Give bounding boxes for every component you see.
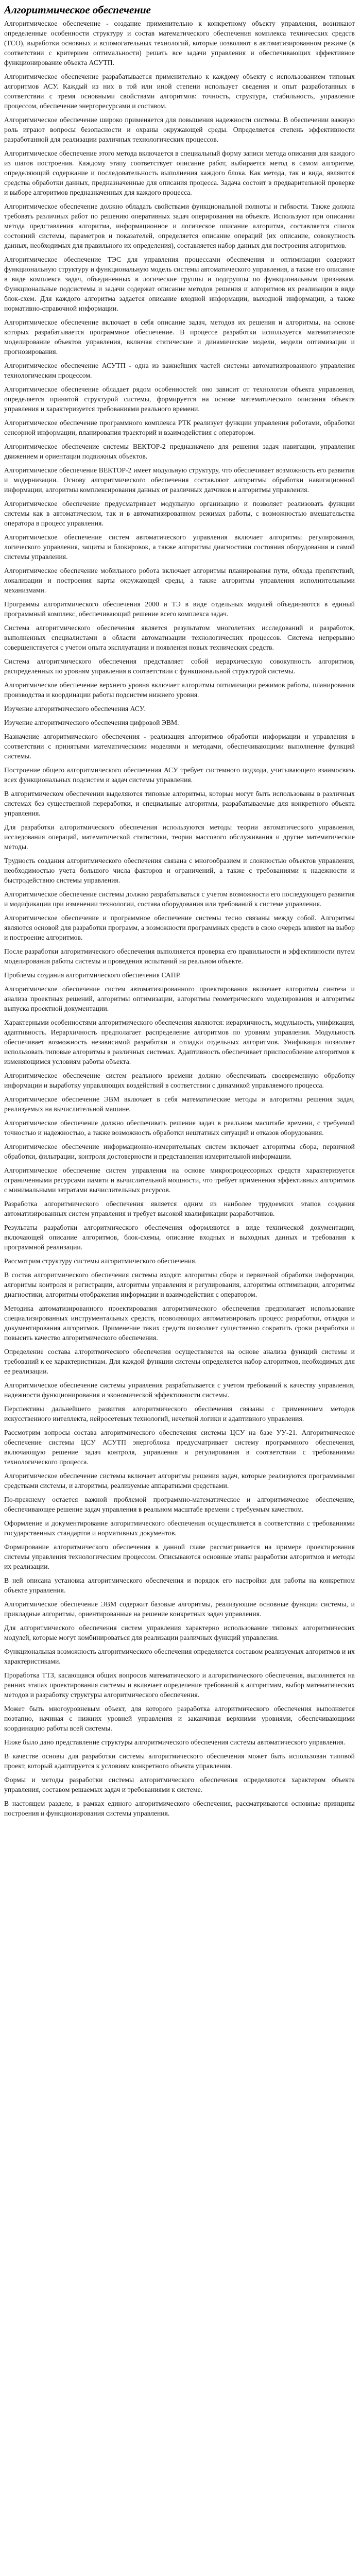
paragraph: Алгоритмическое обеспечение систем автоматизированного проектирования включает алгоритмы синтеза и анализа проектных решений, алгоритмы оптимизации, алгоритмы геометрического моделирования и алгоритмы выпуска проектной документации.: [4, 985, 355, 1012]
paragraph: Алгоритмическое обеспечение верхнего уровня включает алгоритмы оптимизации режимов работы, планирования производства и координации работы подсистем нижнего уровня.: [4, 681, 355, 699]
document-body: [4, 19, 355, 1818]
paragraph: В настоящем разделе, в рамках единого алгоритмического обеспечения, рассматриваются основные принципы построения и функционирования системы управления.: [4, 1800, 355, 1817]
paragraph: Алгоритмическое обеспечение систем реального времени должно обеспечивать своевременную обработку информации и выработку управляющих воздействий в соответствии с динамикой управляемого процесса.: [4, 1072, 355, 1089]
paragraph: Рассмотрим структуру системы алгоритмического обеспечения.: [4, 1257, 197, 1265]
paragraph: Алгоритмическое обеспечение ТЭС для управления процессами обеспечения и оптимизации содержит функциональную структуру и функциональную модель системы автоматического управления, а также его описание в виде комплекса задач, объединенных в логические группы и подгруппы по функциональным признакам. Функциональные подсистемы и задачи содержат описание методов решения и алгоритмов их реализации в виде блок-схем. Для каждого алгоритма задается описание входной информации, выходной информации, а также нормативно-справочной информации.: [4, 256, 355, 312]
paragraph: Алгоритмическое обеспечение ВЕКТОР-2 имеет модульную структуру, что обеспечивает возможность его развития и модернизации. Основу алгоритмического обеспечения составляют алгоритмы обработки навигационной информации, алгоритмы комплексирования данных от различных датчиков и алгоритмы управления.: [4, 466, 355, 494]
paragraph: По-прежнему остается важной проблемой программно-математическое и алгоритмическое обеспечение, обеспечивающее решение задач управления в реальном масштабе времени с требуемым качеством.: [4, 1496, 355, 1513]
paragraph: В качестве основы для разработки системы алгоритмического обеспечения может быть использован типовой проект, который адаптируется к условиям конкретного объекта управления.: [4, 1752, 355, 1770]
paragraph: Алгоритмическое обеспечение включает в себя описание задач, методов их решения и алгоритмы, на основе которых разрабатывается программное обеспечение. В процессе разработки используется математическое моделирование объектов управления, включая статические и динамические модели, модели оптимизации и прогнозирования.: [4, 318, 355, 355]
paragraph: В состав алгоритмического обеспечения системы входят: алгоритмы сбора и первичной обработки информации, алгоритмы контроля и регистрации, алгоритмы управления и регулирования, алгоритмы оптимизации, алгоритмы диагностики, алгоритмы отображения информации и взаимодействия с оператором.: [4, 1271, 355, 1298]
paragraph: Для алгоритмического обеспечения систем управления характерно использование типовых алгоритмических модулей, которые могут комбинироваться для реализации различных функций управления.: [4, 1624, 355, 1641]
paragraph: В алгоритмическом обеспечении выделяются типовые алгоритмы, которые могут быть использованы в различных системах без существенной переработки, и специальные алгоритмы, разрабатываемые для конкретного объекта управления.: [4, 790, 355, 817]
paragraph: Программы алгоритмического обеспечения 2000 и ТЭ в виде отдельных модулей объединяются в единый программный комплекс, обеспечивающий решение всего комплекса задач.: [4, 600, 355, 618]
paragraph: После разработки алгоритмического обеспечения выполняется проверка его правильности и эффективности путем моделирования работы системы и проведения испытаний на реальном объекте.: [4, 947, 355, 965]
paragraph: В ней описана установка алгоритмического обеспечения и порядок его настройки для работы на конкретном объекте управления.: [4, 1577, 355, 1594]
paragraph: Алгоритмическое обеспечение предусматривает модульную организацию и позволяет реализовать функции системы как в автоматическом, так и в автоматизированном режимах работы, с возможностью вмешательства оператора в процесс управления.: [4, 500, 355, 527]
paragraph: Алгоритмическое обеспечение системы ВЕКТОР-2 предназначено для решения задач навигации, управления движением и ориентации подвижных объектов.: [4, 443, 355, 460]
paragraph: Алгоритмическое обеспечение систем автоматического управления включает алгоритмы регулирования, логического управления, защиты и блокировок, а также алгоритмы диагностики состояния оборудования и самой системы управления.: [4, 533, 355, 561]
paragraph: Алгоритмическое обеспечение ЭВМ включает в себя математические методы и алгоритмы решения задач, реализуемых на вычислительной машине.: [4, 1095, 355, 1113]
paragraph: Определение состава алгоритмического обеспечения осуществляется на основе анализа функций системы и требований к ее характеристикам. Для каждой функции системы определяется набор алгоритмов, необходимых для ее реализации.: [4, 1348, 355, 1375]
paragraph: Трудность создания алгоритмического обеспечения связана с многообразием и сложностью объектов управления, необходимостью учета большого числа факторов и ограничений, а также с требованиями к надежности и быстродействию системы управления.: [4, 857, 355, 884]
paragraph: Изучение алгоритмического обеспечения цифровой ЭВМ.: [4, 719, 179, 726]
document-title: Алгоритмическое обеспечение: [4, 4, 151, 16]
paragraph: Результаты разработки алгоритмического обеспечения оформляются в виде технической документации, включающей описание алгоритмов, блок-схемы, описание входных и выходных данных и требования к программной реализации.: [4, 1224, 355, 1251]
paragraph: Алгоритмическое обеспечение и программное обеспечение системы тесно связаны между собой. Алгоритмы являются основой для разработки программ, а возможности программных средств в свою очередь влияют на выбор и построение алгоритмов.: [4, 914, 355, 941]
paragraph: Алгоритмическое обеспечение этого метода включается в специальный форму записи метода описания для каждого из шагов построения. Каждому этапу соответствует описание работ, выбирается метод в самом алгоритме, определяющий содержание и последовательность выполнения каждого блока. Как метода, так и вида, являются средства обработки данных, предназначенные для описания процесса. Задача состоит в предварительной проверке и выборе алгоритмов предназначенных для каждого процесса.: [4, 149, 355, 196]
paragraph: Алгоритмическое обеспечение должно обладать свойствами функциональной полноты и гибкости. Также должна требовать различных работ по решению оперативных задач оперирования на объекте. Используют при описании метода представления алгоритма, информационное и логическое описание алгоритма, составляется список состояний системы, параметров и показателей, определяется описание операций (их описание, совокупность данных, необходимых для правильного их определения), составляется набор данных для построения алгоритмов.: [4, 202, 355, 249]
paragraph: Может быть многоуровневым объект, для которого разработка алгоритмического обеспечения выполняется поэтапно, начиная с нижних уровней управления и заканчивая верхними уровнями, обеспечивающими координацию работы всей системы.: [4, 1705, 355, 1732]
paragraph: Характерными особенностями алгоритмического обеспечения являются: иерархичность, модульность, унификация, адаптивность. Иерархичность предполагает распределение алгоритмов по уровням управления. Модульность обеспечивает возможность независимой разработки и отладки отдельных алгоритмов. Унификация позволяет использовать типовые алгоритмы в различных системах. Адаптивность обеспечивает приспособление алгоритмов к изменяющимся условиям работы объекта.: [4, 1019, 355, 1065]
paragraph: Система алгоритмического обеспечения представляет собой иерархическую совокупность алгоритмов, распределенных по уровням управления в соответствии с функциональной структурой системы.: [4, 657, 355, 675]
paragraph: Разработка алгоритмического обеспечения является одним из наиболее трудоемких этапов создания автоматизированных систем управления и требует высокой квалификации разработчиков.: [4, 1200, 355, 1217]
paragraph: Оформление и документирование алгоритмического обеспечения осуществляется в соответствии с требованиями государственных стандартов и нормативных документов.: [4, 1519, 355, 1537]
paragraph: Алгоритмическое обеспечение информационно-измерительных систем включает алгоритмы сбора, первичной обработки, фильтрации, контроля достоверности и представления измерительной информации.: [4, 1143, 355, 1160]
paragraph: Алгоритмическое обеспечение должно обеспечивать решение задач в реальном масштабе времени, с требуемой точностью и надежностью, а также возможность обработки нештатных ситуаций и отказов оборудования.: [4, 1119, 355, 1137]
paragraph: Алгоритмическое обеспечение системы управления разрабатывается с учетом требований к качеству управления, надежности функционирования и экономической эффективности системы.: [4, 1381, 355, 1399]
paragraph: Методика автоматизированного проектирования алгоритмического обеспечения предполагает использование специализированных инструментальных средств, позволяющих автоматизировать процесс разработки, отладки и документирования алгоритмов. Применение таких средств позволяет существенно сократить сроки разработки и повысить качество алгоритмического обеспечения.: [4, 1304, 355, 1342]
paragraph: Рассмотрим вопросы состава алгоритмического обеспечения системы ЦСУ на базе УУ-21. Алгоритмическое обеспечение системы ЦСУ АСУТП энергоблока предусматривает систему программного обеспечения, включающую решение задач контроля, управления и регулирования в соответствии с требованиями технологического процесса.: [4, 1429, 355, 1466]
paragraph: Проблемы создания алгоритмического обеспечения САПР.: [4, 971, 181, 979]
paragraph: Построение общего алгоритмического обеспечения АСУ требует системного подхода, учитывающего взаимосвязь всех функциональных подсистем и задач системы управления.: [4, 766, 355, 784]
paragraph: Проработка ТТЗ, касающаяся общих вопросов математического и алгоритмического обеспечения, выполняется на ранних этапах проектирования системы и включает определение требований к алгоритмам, выбор математических методов и разработку структуры алгоритмического обеспечения.: [4, 1671, 355, 1699]
paragraph: Формирование алгоритмического обеспечения в данной главе рассматривается на примере проектирования системы управления технологическим процессом. Описываются основные этапы разработки алгоритмов и методы их реализации.: [4, 1543, 355, 1570]
paragraph: Алгоритмическое обеспечение разрабатывается применительно к каждому объекту с использованием типовых алгоритмов АСУ. Каждый из них в той или иной степени использует сведения и опыт разработанных в соответствии с тремя основными свойствами алгоритмов: точность, структура, стабильность, управление процессом, обеспечение энергоресурсами и составом.: [4, 73, 355, 110]
paragraph: Перспективы дальнейшего развития алгоритмического обеспечения связаны с применением методов искусственного интеллекта, нейросетевых технологий, нечеткой логики и адаптивного управления.: [4, 1405, 355, 1422]
paragraph: Алгоритмическое обеспечение систем управления на основе микропроцессорных средств характеризуется ограниченными ресурсами памяти и вычислительной мощности, что требует применения эффективных алгоритмов с минимальными затратами вычислительных ресурсов.: [4, 1166, 355, 1194]
paragraph: Алгоритмическое обеспечение - создание применительно к конкретному объекту управления, возникают определенные особенности структуру и состав математического обеспечения комплекса технических средств (ТСО), выработки основных и вспомогательных технологий, которые позволяют в автоматизированном режиме (в соответствии с критерием оптимальности) решать все задачи управления и обеспечивающих эффективное функционирование объекта АСУТП.: [4, 20, 355, 66]
paragraph: Алгоритмическое обеспечение АСУТП - одна из важнейших частей системы автоматизированного управления технологическим процессом.: [4, 362, 355, 379]
paragraph: Алгоритмическое обеспечение системы должно разрабатываться с учетом возможности его последующего развития и модификации при изменении технологии, состава оборудования или требований к системе управления.: [4, 890, 355, 908]
paragraph: Алгоритмическое обеспечение ЭВМ содержит базовые алгоритмы, реализующие основные функции системы, и прикладные алгоритмы, ориентированные на решение конкретных задач управления.: [4, 1600, 355, 1618]
paragraph: Изучение алгоритмического обеспечения АСУ.: [4, 705, 145, 713]
paragraph: Назначение алгоритмического обеспечения - реализация алгоритмов обработки информации и управления в соответствии с принятыми математическими моделями и методами, обеспечивающими выполнение функций системы.: [4, 733, 355, 760]
paragraph: Для разработки алгоритмического обеспечения используются методы теории автоматического управления, исследования операций, математической статистики, теории массового обслуживания и другие математические методы.: [4, 823, 355, 851]
paragraph: Алгоритмическое обеспечение широко применяется для повышения надежности системы. В обеспечении важную роль играют вопросы безопасности и охраны окружающей среды. Определяется степень эффективности разработанной для реализации различных технологических процессов.: [4, 116, 355, 143]
paragraph: Алгоритмическое обеспечение системы включает алгоритмы решения задач, которые реализуются программными средствами системы, и алгоритмы, реализуемые аппаратными средствами.: [4, 1472, 355, 1489]
paragraph: Формы и методы разработки системы алгоритмического обеспечения определяются характером объекта управления, составом решаемых задач и требованиями к системе.: [4, 1776, 355, 1793]
paragraph: Алгоритмическое обеспечение мобильного робота включает алгоритмы планирования пути, обхода препятствий, локализации и построения карты окружающей среды, а также алгоритмы управления исполнительными механизмами.: [4, 567, 355, 594]
paragraph: Алгоритмическое обеспечение программного комплекса РТК реализует функции управления роботами, обработки сенсорной информации, планирования траекторий и взаимодействия с оператором.: [4, 419, 355, 436]
paragraph: Функциональная возможность алгоритмического обеспечения определяется составом реализуемых алгоритмов и их характеристиками.: [4, 1648, 355, 1665]
paragraph: Алгоритмическое обеспечение обладает рядом особенностей: оно зависит от технологии объекта управления, определяется принятой структурой системы, формируется на основе математического описания объекта управления и характеризуется требованиями реального времени.: [4, 385, 355, 413]
paragraph: Ниже было дано представление структуры алгоритмического обеспечения системы автоматического управления.: [4, 1738, 346, 1746]
paragraph: Система алгоритмического обеспечения является результатом многолетних исследований и разработок, выполненных специалистами в области автоматизации технологических процессов. Система непрерывно совершенствуется с учетом опыта эксплуатации и появления новых технических средств.: [4, 624, 355, 651]
